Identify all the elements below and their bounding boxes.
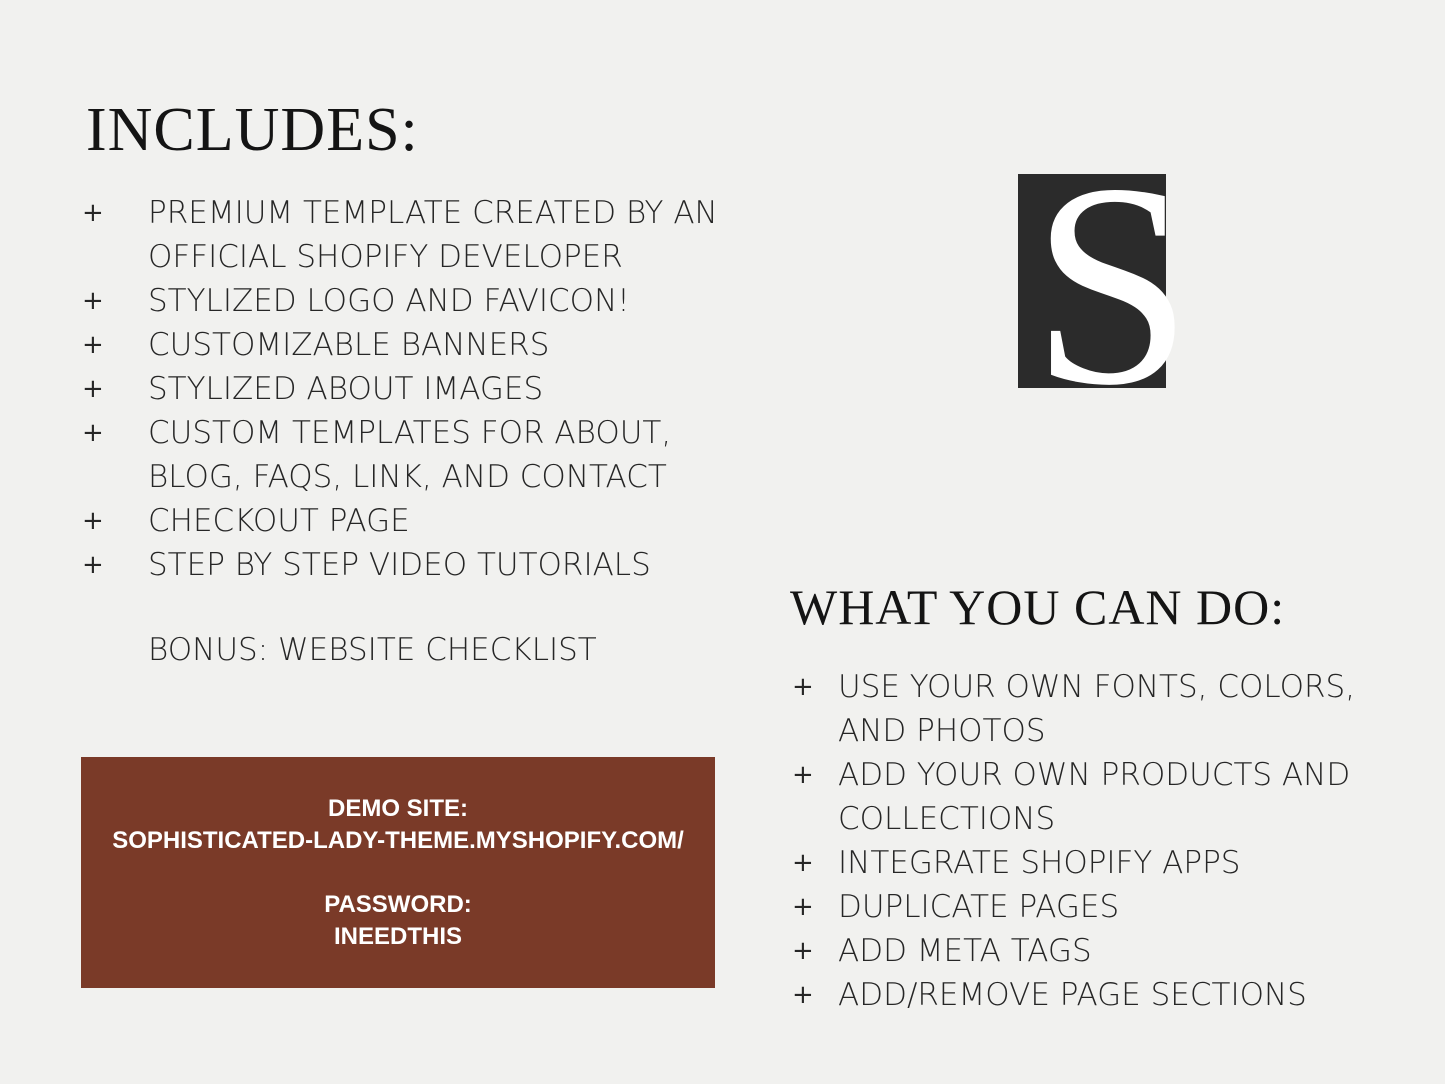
includes-item bbox=[82, 367, 718, 411]
bonus-text: BONUS: WEBSITE CHECKLIST bbox=[148, 632, 597, 668]
includes-list bbox=[82, 191, 718, 587]
plus-icon: + bbox=[82, 286, 104, 316]
what-you-can-do-item-text: ADD META TAGS bbox=[838, 933, 1092, 969]
includes-item-text: PREMIUM TEMPLATE CREATED BY AN bbox=[148, 195, 718, 231]
what-you-can-do-item bbox=[792, 973, 1355, 1017]
includes-item-text: STEP BY STEP VIDEO TUTORIALS bbox=[148, 547, 651, 583]
what-you-can-do-item-text: INTEGRATE SHOPIFY APPS bbox=[838, 845, 1241, 881]
what-you-can-do-list bbox=[792, 665, 1356, 1017]
includes-item bbox=[82, 191, 718, 279]
includes-item-text: STYLIZED LOGO AND FAVICON! bbox=[148, 283, 630, 319]
spacer bbox=[81, 857, 715, 889]
logo-letter: S bbox=[1031, 160, 1193, 400]
what-you-can-do-item-text: COLLECTIONS bbox=[838, 801, 1056, 837]
plus-icon: + bbox=[82, 330, 104, 360]
what-you-can-do-item-text: ADD/REMOVE PAGE SECTIONS bbox=[838, 977, 1307, 1013]
plus-icon: + bbox=[792, 980, 814, 1010]
what-you-can-do-item bbox=[792, 753, 1355, 841]
demo-site-label: DEMO SITE: bbox=[327, 795, 468, 822]
includes-item bbox=[82, 499, 718, 543]
what-you-can-do-item-text: AND PHOTOS bbox=[838, 713, 1046, 749]
plus-icon: + bbox=[82, 198, 104, 228]
includes-item-text: CUSTOM TEMPLATES FOR ABOUT, bbox=[148, 415, 672, 451]
includes-heading: INCLUDES: bbox=[86, 96, 419, 164]
includes-item bbox=[82, 411, 718, 499]
demo-site-url[interactable]: SOPHISTICATED-LADY-THEME.MYSHOPIFY.COM/ bbox=[112, 827, 684, 854]
what-you-can-do-item bbox=[792, 665, 1356, 753]
what-you-can-do-item bbox=[792, 885, 1355, 929]
what-you-can-do-item bbox=[792, 929, 1355, 973]
what-you-can-do-item-text: ADD YOUR OWN PRODUCTS AND bbox=[838, 757, 1351, 793]
password-label: PASSWORD: bbox=[324, 891, 472, 918]
includes-item bbox=[82, 323, 718, 367]
password-value: INEEDTHIS bbox=[333, 923, 462, 950]
demo-info-box bbox=[81, 757, 715, 988]
plus-icon: + bbox=[82, 550, 104, 580]
what-you-can-do-item-text: DUPLICATE PAGES bbox=[838, 889, 1120, 925]
plus-icon: + bbox=[82, 374, 104, 404]
what-you-can-do-heading: WHAT YOU CAN DO: bbox=[790, 579, 1286, 635]
includes-item bbox=[82, 279, 718, 323]
plus-icon: + bbox=[792, 848, 814, 878]
plus-icon: + bbox=[792, 892, 814, 922]
plus-icon: + bbox=[792, 936, 814, 966]
includes-item-text: OFFICIAL SHOPIFY DEVELOPER bbox=[148, 239, 623, 275]
what-you-can-do-item bbox=[792, 841, 1355, 885]
includes-item-text: CUSTOMIZABLE BANNERS bbox=[148, 327, 550, 363]
includes-item-text: BLOG, FAQS, LINK, AND CONTACT bbox=[148, 459, 667, 495]
includes-item-text: CHECKOUT PAGE bbox=[148, 503, 410, 539]
plus-icon: + bbox=[792, 672, 814, 702]
includes-item bbox=[82, 543, 718, 587]
includes-item-text: STYLIZED ABOUT IMAGES bbox=[148, 371, 544, 407]
what-you-can-do-item-text: USE YOUR OWN FONTS, COLORS, bbox=[838, 669, 1356, 705]
plus-icon: + bbox=[82, 418, 104, 448]
monogram-s-logo bbox=[1000, 160, 1200, 400]
plus-icon: + bbox=[82, 506, 104, 536]
plus-icon: + bbox=[792, 760, 814, 790]
